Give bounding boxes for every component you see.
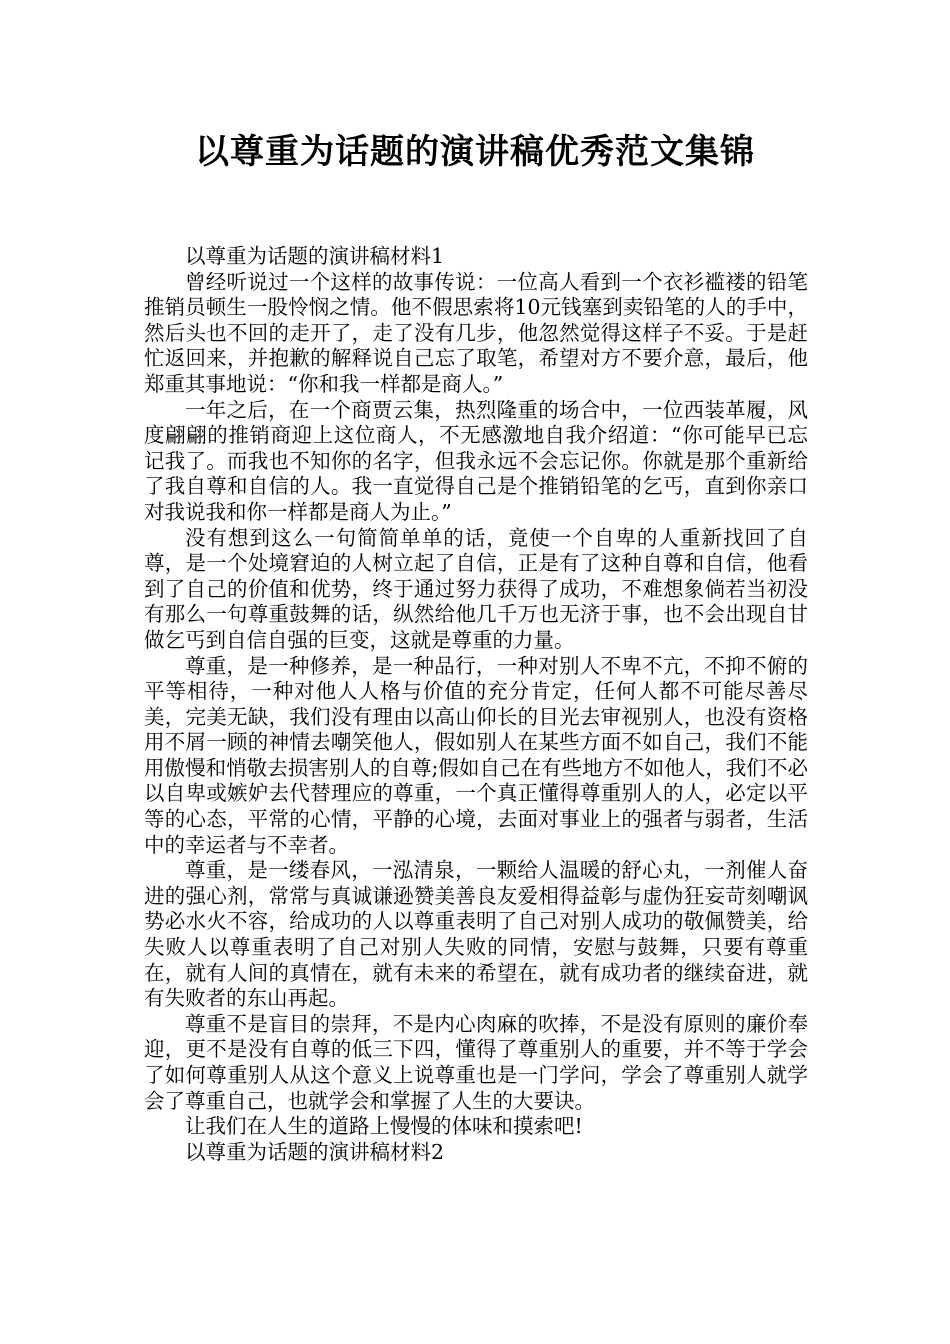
document-body bbox=[144, 244, 808, 1165]
section-heading-2: 以尊重为话题的演讲稿材料2 bbox=[185, 1139, 445, 1164]
paragraph-power-of-respect: 没有想到这么一句简简单单的话，竟使一个自卑的人重新找回了自尊，是一个处境窘迫的人树立起了自信，正是有了这种自尊和自信，他看到了自己的价值和优势，终于通过努力获得了成功，不难想象倘若当初没有那么一句尊重鼓舞的话，纵然给他几千万也无济于事，也不会出现自甘做乞丐到自信自强的巨变，这就是尊重的力量。 bbox=[144, 525, 808, 652]
paragraph-story: 曾经听说过一个这样的故事传说：一位高人看到一个衣衫褴褛的铅笔推销员顿生一股怜悯之情。他不假思索将10元钱塞到卖铅笔的人的手中，然后头也不回的走开了，走了没有几步，他忽然觉得这样子不妥。于是赶忙返回来，并抱歉的解释说自己忘了取笔，希望对方不要介意，最后，他郑重其事地说：“你和我一样都是商人。” bbox=[144, 269, 808, 396]
paragraph-respect-not-worship: 尊重不是盲目的崇拜，不是内心肉麻的吹捧，不是没有原则的廉价奉迎，更不是没有自尊的低三下四，懂得了尊重别人的重要，并不等于学会了如何尊重别人从这个意义上说尊重也是一门学问，学会了尊重别人就学会了尊重自己，也就学会和掌握了人生的大要诀。 bbox=[144, 1011, 808, 1113]
paragraph-closing: 让我们在人生的道路上慢慢的体味和摸索吧! bbox=[185, 1114, 583, 1139]
paragraph-respect-cultivation: 尊重，是一种修养，是一种品行，一种对别人不卑不亢，不抑不俯的平等相待，一种对他人人格与价值的充分肯定，任何人都不可能尽善尽美，完美无缺，我们没有理由以高山仰长的目光去审视别人，也没有资格用不屑一顾的神情去嘲笑他人，假如别人在某些方面不如自己，我们不能用傲慢和悄敬去损害别人的自尊;假如自己在有些地方不如他人，我们不必以自卑或嫉妒去代替理应的尊重，一个真正懂得尊重别人的人，必定以平等的心态，平常的心情，平静的心境，去面对事业上的强者与弱者，生活中的幸运者与不幸者。 bbox=[144, 653, 808, 857]
section-heading-1: 以尊重为话题的演讲稿材料1 bbox=[185, 244, 445, 268]
paragraph-year-later: 一年之后，在一个商贾云集，热烈隆重的场合中，一位西装革履，风度翩翩的推销商迎上这位商人，不无感激地自我介绍道：“你可能早已忘记我了。而我也不知你的名字，但我永远不会忘记你。你就是那个重新给了我自尊和自信的人。我一直觉得自己是个推销铅笔的乞丐，直到你亲口对我说我和你一样都是商人为止。” bbox=[144, 397, 808, 524]
document-title: 以尊重为话题的演讲稿优秀范文集锦 bbox=[195, 132, 755, 172]
paragraph-respect-spring-breeze: 尊重，是一缕春风，一泓清泉，一颗给人温暖的舒心丸，一剂催人奋进的强心剂，常常与真诚谦逊赞美善良友爱相得益彰与虚伪狂妄苛刻嘲讽势必水火不容，给成功的人以尊重表明了自己对别人成功的敬佩赞美，给失败人以尊重表明了自己对别人失败的同情，安慰与鼓舞，只要有尊重在，就有人间的真情在，就有未来的希望在，就有成功者的继续奋进，就有失败者的东山再起。 bbox=[144, 858, 808, 1011]
